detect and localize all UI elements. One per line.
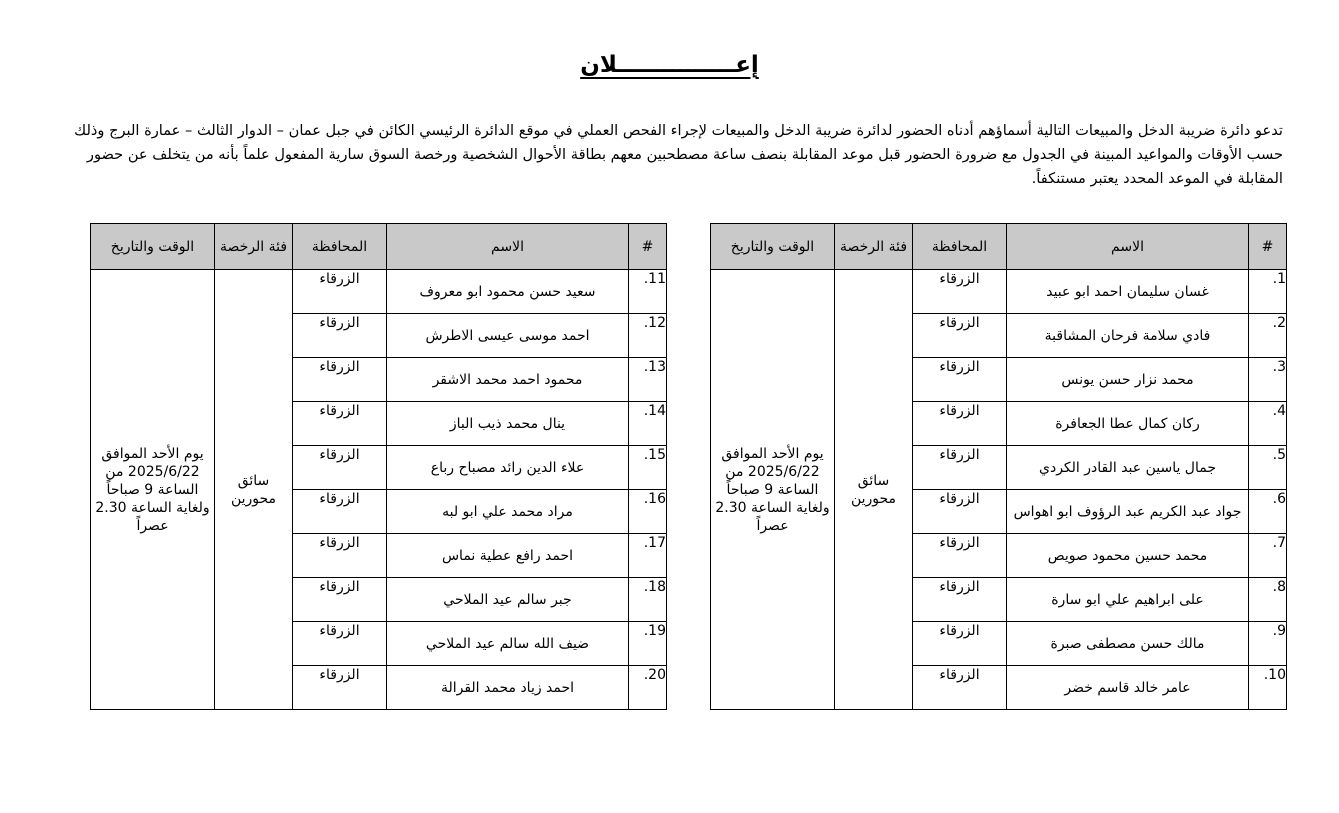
row-name: ضيف الله سالم عيد الملاحي [387,622,629,666]
table-header-row [711,224,1287,270]
table-row [711,270,1287,314]
row-number: 14. [629,402,667,446]
header-name: الاسم [387,224,629,270]
row-governorate: الزرقاء [293,446,387,490]
row-name: علاء الدين رائد مصباح رباع [387,446,629,490]
appointment-datetime: يوم الأحد الموافق 2025/6/22 من الساعة 9 صباحاً ولغاية الساعة 2.30 عصراً [711,270,835,710]
row-governorate: الزرقاء [293,622,387,666]
header-num: # [1249,224,1287,270]
row-name: جواد عبد الكريم عبد الرؤوف ابو اهواس [1007,490,1249,534]
row-governorate: الزرقاء [293,534,387,578]
row-governorate: الزرقاء [913,314,1007,358]
row-governorate: الزرقاء [913,666,1007,710]
header-license: فئة الرخصة [215,224,293,270]
header-governorate: المحافظة [913,224,1007,270]
row-governorate: الزرقاء [913,534,1007,578]
title-text: إعـــــــــــــــلان [580,52,759,78]
row-name: احمد رافع عطية نماس [387,534,629,578]
row-name: محمد حسين محمود صويص [1007,534,1249,578]
license-category: سائق محورين [215,270,293,710]
row-governorate: الزرقاء [913,402,1007,446]
row-name: فادي سلامة فرحان المشاقبة [1007,314,1249,358]
license-category: سائق محورين [835,270,913,710]
row-name: ركان كمال عطا الجعافرة [1007,402,1249,446]
row-number: 8. [1249,578,1287,622]
intro-paragraph: تدعو دائرة ضريبة الدخل والمبيعات التالية أسماؤهم أدناه الحضور لدائرة ضريبة الدخل والمبيعات لإجراء الفحص العملي في موقع الدائرة الرئيسي الكائن في جبل عمان – الدوار الثالث – عمارة البرج وذلك حسب الأوقات والمواعيد المبينة في الجدول مع ضرورة الحضور قبل موعد المقابلة بنصف ساعة مصطحبين معهم بطاقة الأحوال الشخصية ورخصة السوق سارية المفعول علماً بأنه من يتخلف عن حضور المقابلة في الموعد المحدد يعتبر مستنكفاً. [74,121,1283,187]
row-name: سعيد حسن محمود ابو معروف [387,270,629,314]
row-governorate: الزرقاء [913,490,1007,534]
row-number: 11. [629,270,667,314]
header-datetime: الوقت والتاريخ [91,224,215,270]
header-num: # [629,224,667,270]
row-number: 10. [1249,666,1287,710]
roster-table-right [710,223,1287,710]
row-governorate: الزرقاء [293,666,387,710]
table-row [91,270,667,314]
table-header-row [91,224,667,270]
row-name: على ابراهيم علي ابو سارة [1007,578,1249,622]
row-governorate: الزرقاء [913,622,1007,666]
row-number: 18. [629,578,667,622]
row-governorate: الزرقاء [293,402,387,446]
row-number: 20. [629,666,667,710]
row-name: احمد زياد محمد القرالة [387,666,629,710]
announcement-title [0,52,1339,78]
row-governorate: الزرقاء [913,270,1007,314]
row-governorate: الزرقاء [913,446,1007,490]
header-governorate: المحافظة [293,224,387,270]
row-number: 12. [629,314,667,358]
row-name: جمال ياسين عبد القادر الكردي [1007,446,1249,490]
roster-table-left [90,223,667,710]
row-number: 5. [1249,446,1287,490]
row-number: 16. [629,490,667,534]
row-name: ينال محمد ذيب الباز [387,402,629,446]
row-number: 3. [1249,358,1287,402]
row-name: احمد موسى عيسى الاطرش [387,314,629,358]
header-name: الاسم [1007,224,1249,270]
header-datetime: الوقت والتاريخ [711,224,835,270]
row-governorate: الزرقاء [913,578,1007,622]
row-number: 13. [629,358,667,402]
row-name: جبر سالم عيد الملاحي [387,578,629,622]
row-number: 19. [629,622,667,666]
row-name: محمد نزار حسن يونس [1007,358,1249,402]
row-name: غسان سليمان احمد ابو عبيد [1007,270,1249,314]
row-governorate: الزرقاء [293,490,387,534]
row-governorate: الزرقاء [293,358,387,402]
table-body [711,270,1287,710]
row-name: عامر خالد قاسم خضر [1007,666,1249,710]
row-governorate: الزرقاء [913,358,1007,402]
row-number: 9. [1249,622,1287,666]
table-body [91,270,667,710]
row-number: 4. [1249,402,1287,446]
row-governorate: الزرقاء [293,270,387,314]
row-name: مراد محمد علي ابو لبه [387,490,629,534]
appointment-datetime: يوم الأحد الموافق 2025/6/22 من الساعة 9 صباحاً ولغاية الساعة 2.30 عصراً [91,270,215,710]
row-governorate: الزرقاء [293,314,387,358]
row-governorate: الزرقاء [293,578,387,622]
row-number: 15. [629,446,667,490]
row-name: مالك حسن مصطفى صبرة [1007,622,1249,666]
row-number: 6. [1249,490,1287,534]
row-name: محمود احمد محمد الاشقر [387,358,629,402]
row-number: 1. [1249,270,1287,314]
row-number: 17. [629,534,667,578]
row-number: 2. [1249,314,1287,358]
row-number: 7. [1249,534,1287,578]
header-license: فئة الرخصة [835,224,913,270]
